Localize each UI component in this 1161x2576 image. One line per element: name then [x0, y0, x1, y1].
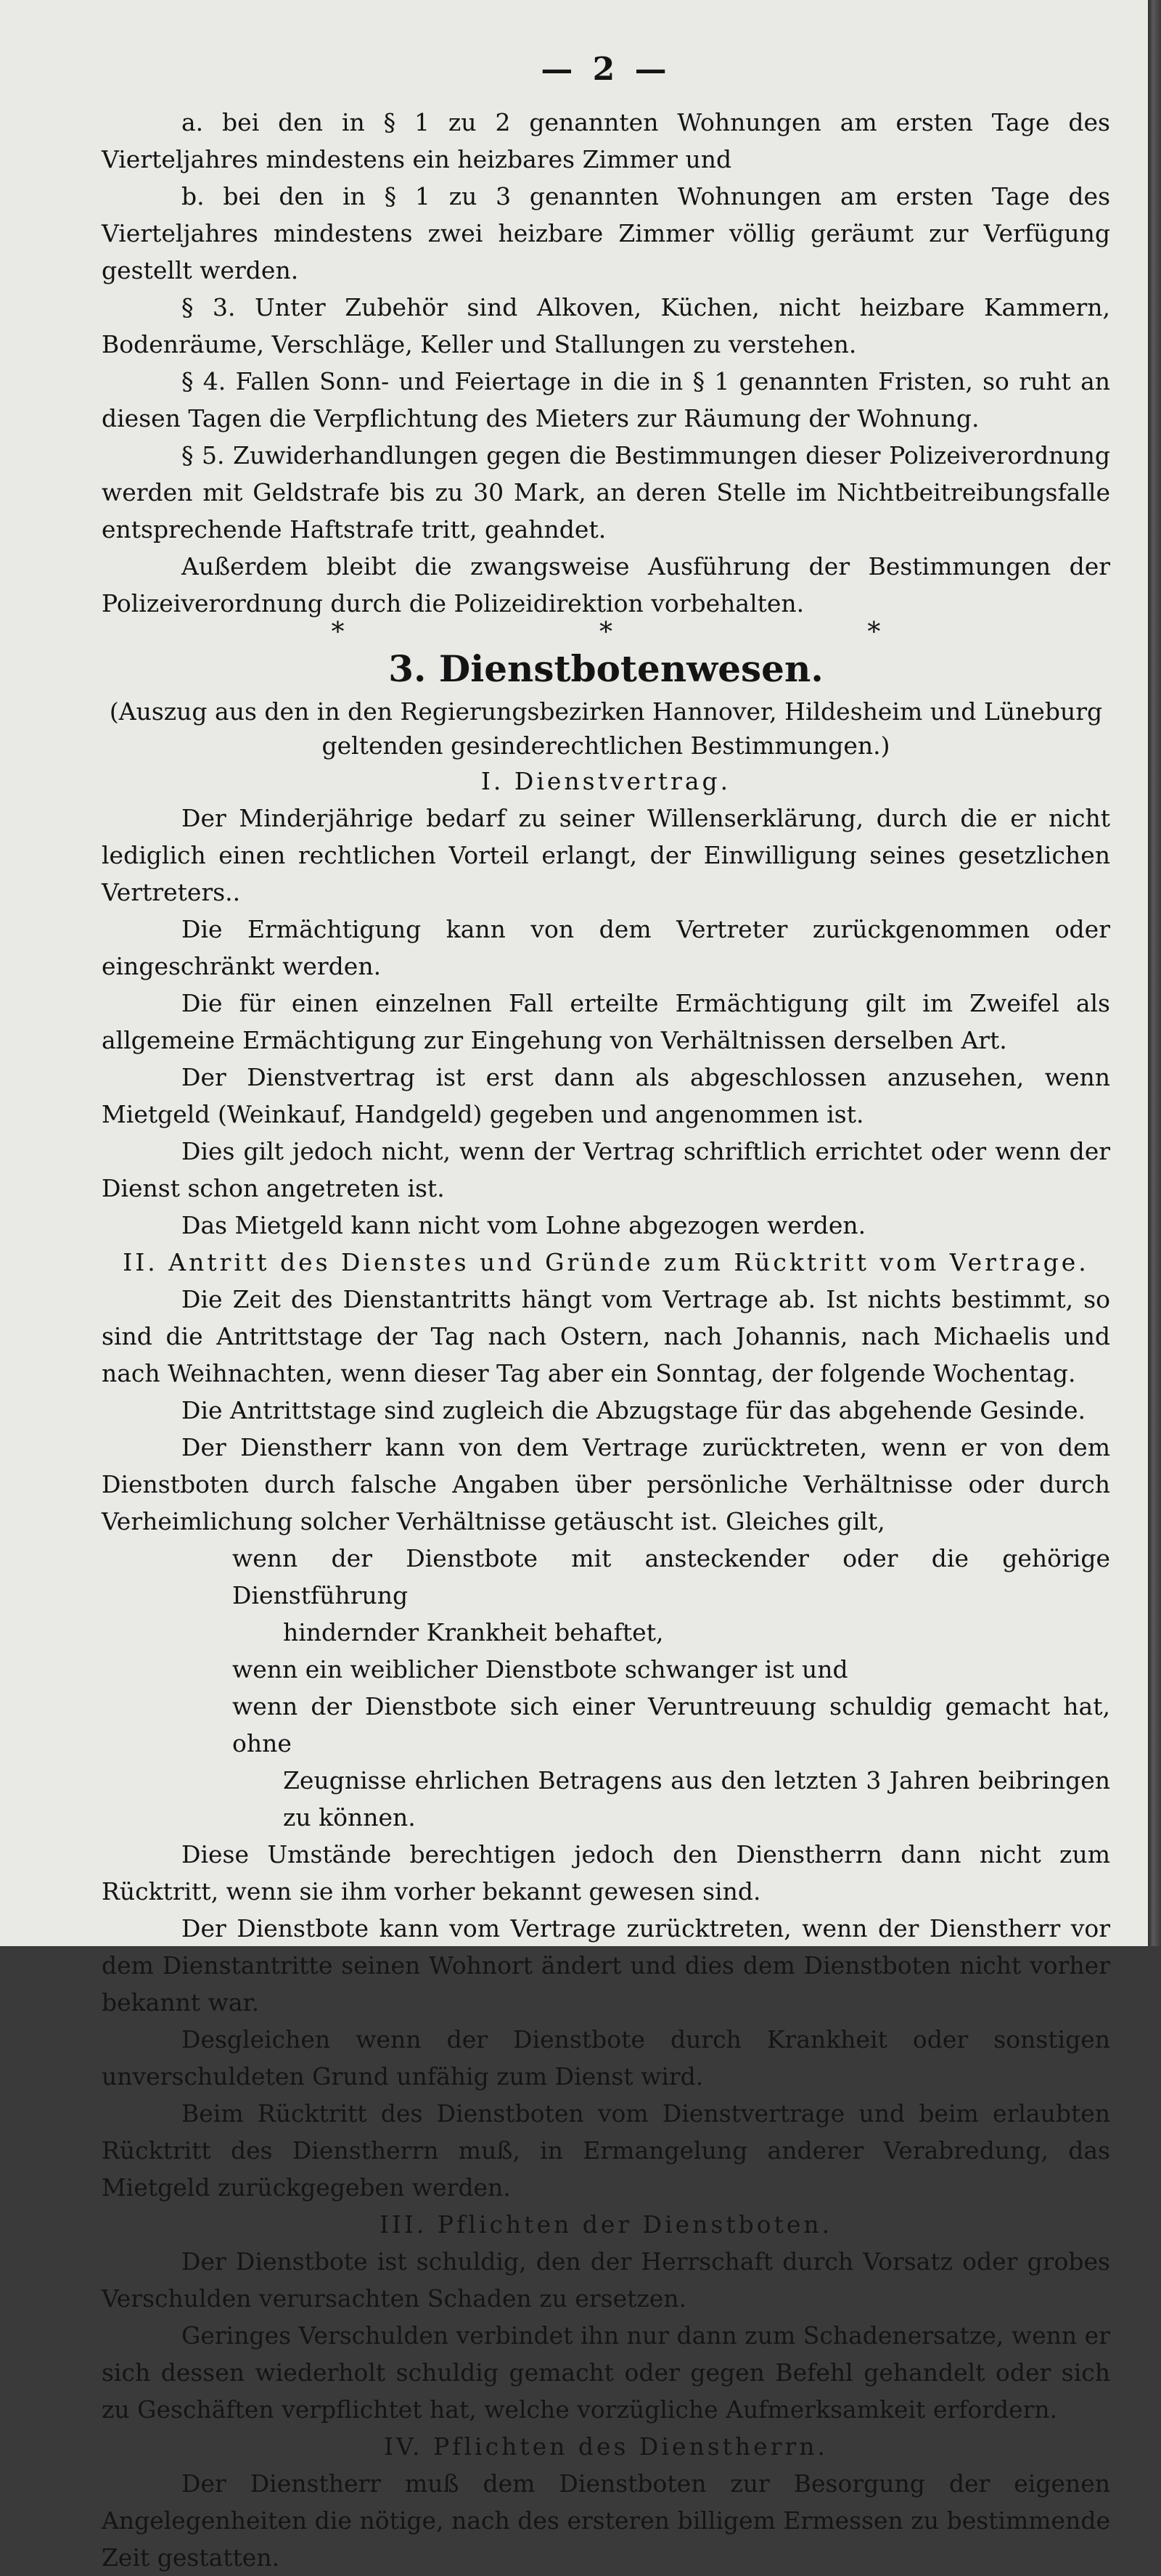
- page-content: [102, 51, 1110, 2576]
- paragraph: Außerdem bleibt die zwangsweise Ausführung der Bestimmungen der Polizeiverordnung durch die Polizeidirektion vorbehalten.: [102, 552, 1110, 618]
- paragraph: Der Minderjährige bedarf zu seiner Willenserklärung, durch die er nicht lediglich einen rechtlichen Vorteil erlangt, der Einwilligung seines gesetzlichen Vertreters..: [102, 804, 1110, 906]
- page-edge-shadow: [1148, 0, 1161, 1946]
- paragraph: Geringes Verschulden verbindet ihn nur dann zum Schadenersatze, wenn er sich dessen wiederholt schuldig gemacht oder gegen Befehl gehandelt oder sich zu Geschäften verpflichtet hat, welche vorzügliche Aufmerksamkeit erfordern.: [102, 2321, 1110, 2424]
- subsection-heading: I. Dienstvertrag.: [480, 767, 731, 795]
- paragraph: b. bei den in § 1 zu 3 genannten Wohnungen am ersten Tage des Vierteljahres mindestens zwei heizbare Zimmer völlig geräumt zur Verfügung gestellt werden.: [102, 182, 1110, 284]
- paragraph: § 5. Zuwiderhandlungen gegen die Bestimmungen dieser Polizeiverordnung werden mit Geldstrafe bis zu 30 Mark, an deren Stelle im Nichtbeitreibungsfalle entsprechende Haftstrafe tritt, geahndet.: [102, 441, 1110, 543]
- list-item: hindernder Krankheit behaftet,: [283, 1618, 664, 1646]
- section-subtitle: (Auszug aus den in den Regierungsbezirken Hannover, Hildesheim und Lüneburg geltenden gesinderechtlichen Bestimmungen.): [109, 697, 1103, 760]
- section-separator: * * *: [331, 618, 1004, 647]
- paragraph: Das Mietgeld kann nicht vom Lohne abgezogen werden.: [181, 1211, 866, 1239]
- list-item: Zeugnisse ehrlichen Betragens aus den letzten 3 Jahren beibringen zu können.: [283, 1766, 1110, 1831]
- paragraph: § 3. Unter Zubehör sind Alkoven, Küchen, nicht heizbare Kammern, Bodenräume, Verschläge, Keller und Stallungen zu verstehen.: [102, 293, 1110, 358]
- paragraph: Desgleichen wenn der Dienstbote durch Krankheit oder sonstigen unverschuldeten Grund unfähig zum Dienst wird.: [102, 2025, 1110, 2091]
- subsection-heading: II. Antritt des Dienstes und Gründe zum Rücktritt vom Vertrage.: [123, 1248, 1089, 1276]
- list-item: wenn ein weiblicher Dienstbote schwanger ist und: [232, 1655, 848, 1683]
- paragraph: Der Dienstbote ist schuldig, den der Herrschaft durch Vorsatz oder grobes Verschulden verursachten Schaden zu ersetzen.: [102, 2247, 1110, 2313]
- paragraph: Der Dienstherr kann von dem Vertrage zurücktreten, wenn er von dem Dienstboten durch falsche Angaben über persönliche Verhältnisse oder durch Verheimlichung solcher Verhältnisse getäuscht ist. Gleiches gilt,: [102, 1433, 1110, 1535]
- paragraph: Die Antrittstage sind zugleich die Abzugstage für das abgehende Gesinde.: [181, 1396, 1086, 1424]
- paragraph: Beim Rücktritt des Dienstboten vom Dienstvertrage und beim erlaubten Rücktritt des Dienstherrn muß, in Ermangelung anderer Verabredung, das Mietgeld zurückgegeben werden.: [102, 2099, 1110, 2202]
- paragraph: Der Dienstherr muß dem Dienstboten zur Besorgung der eigenen Angelegenheiten die nötige, nach des ersteren billigem Ermessen zu bestimmende Zeit gestatten.: [102, 2469, 1110, 2572]
- paragraph: Die Zeit des Dienstantritts hängt vom Vertrage ab. Ist nichts bestimmt, so sind die Antrittstage der Tag nach Ostern, nach Johannis, nach Michaelis und nach Weihnachten, wenn dieser Tag aber ein Sonntag, der folgende Wochentag.: [102, 1285, 1110, 1387]
- paragraph: § 4. Fallen Sonn- und Feiertage in die in § 1 genannten Fristen, so ruht an diesen Tagen die Verpflichtung des Mieters zur Räumung der Wohnung.: [102, 367, 1110, 432]
- paragraph: Dies gilt jedoch nicht, wenn der Vertrag schriftlich errichtet oder wenn der Dienst schon angetreten ist.: [102, 1137, 1110, 1202]
- paragraph: Die Ermächtigung kann von dem Vertreter zurückgenommen oder eingeschränkt werden.: [102, 915, 1110, 980]
- subsection-heading: IV. Pflichten des Dienstherrn.: [383, 2432, 829, 2461]
- subsection-heading: III. Pflichten der Dienstboten.: [379, 2210, 833, 2239]
- list-item: wenn der Dienstbote mit ansteckender oder die gehörige Dienstführung: [232, 1544, 1110, 1609]
- paragraph: Die für einen einzelnen Fall erteilte Ermächtigung gilt im Zweifel als allgemeine Ermächtigung zur Eingehung von Verhältnissen derselben Art.: [102, 989, 1110, 1054]
- page-number: — 2 —: [541, 51, 671, 88]
- paragraph: a. bei den in § 1 zu 2 genannten Wohnungen am ersten Tage des Vierteljahres mindestens ein heizbares Zimmer und: [102, 108, 1110, 173]
- paragraph: Der Dienstvertrag ist erst dann als abgeschlossen anzusehen, wenn Mietgeld (Weinkauf, Handgeld) gegeben und angenommen ist.: [102, 1063, 1110, 1128]
- section-title: 3. Dienstbotenwesen.: [388, 647, 824, 690]
- paragraph: Der Dienstbote kann vom Vertrage zurücktreten, wenn der Dienstherr vor dem Dienstantritte seinen Wohnort ändert und dies dem Dienstboten nicht vorher bekannt war.: [102, 1914, 1110, 2017]
- list-item: wenn der Dienstbote sich einer Veruntreuung schuldig gemacht hat, ohne: [232, 1692, 1110, 1757]
- paragraph: Diese Umstände berechtigen jedoch den Dienstherrn dann nicht zum Rücktritt, wenn sie ihm vorher bekannt gewesen sind.: [102, 1840, 1110, 1906]
